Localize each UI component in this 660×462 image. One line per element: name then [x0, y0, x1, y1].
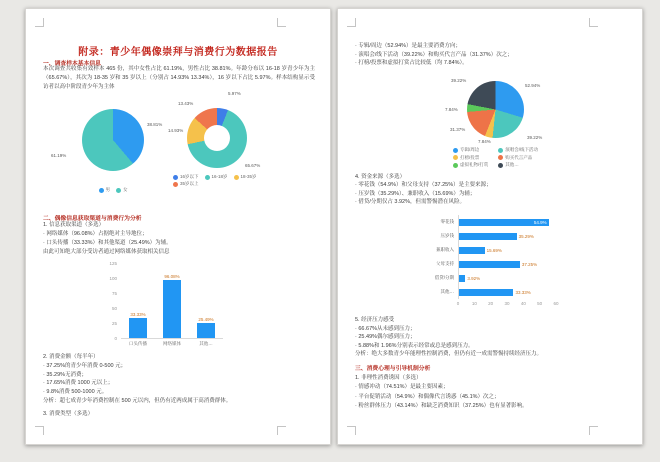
pie-value-label: 14.93% — [168, 128, 184, 133]
legend-label: 虚拟礼物/打赏 — [460, 162, 489, 167]
bar — [197, 323, 215, 338]
bar — [459, 261, 520, 268]
y-axis — [101, 260, 117, 341]
bar-value-label: 25.49% — [198, 316, 214, 322]
x-axis-category-label: 其他… — [199, 341, 213, 346]
legend-label: 16-18岁 — [211, 174, 228, 179]
x-axis-tick: 20 — [488, 301, 494, 306]
legend-item — [205, 174, 228, 180]
bar-value-label: 35.29% — [518, 233, 534, 239]
text-line: 5. 经济压力感受 — [355, 317, 395, 323]
legend-swatch-icon — [234, 175, 239, 180]
legend-label: 35岁以上 — [180, 181, 199, 186]
legend-label: 专辑/周边 — [460, 147, 480, 152]
hbar-track — [458, 215, 557, 229]
hbar-track — [458, 271, 557, 285]
pie-value-label: 31.37% — [450, 127, 466, 132]
margin-mark-icon — [589, 426, 598, 435]
text-line: · 演唱会/线下活动（39.22%）和购买代言产品（31.37%）次之； — [355, 51, 513, 58]
hbar-row — [418, 243, 578, 257]
text-line: · 66.67%从未感到压力； — [355, 325, 416, 332]
legend-swatch-icon — [498, 163, 503, 168]
section2-lines2 — [43, 353, 231, 406]
legend-swatch-icon — [498, 148, 503, 153]
section4-lines — [355, 173, 492, 206]
x-axis — [418, 299, 578, 309]
bar-plot-area — [121, 263, 223, 346]
y-axis-tick: 100 — [109, 275, 117, 281]
margin-mark-icon — [589, 18, 598, 27]
y-axis-tick: 25 — [111, 320, 117, 326]
text-line: · 粉丝群体压力（43.14%）和缺乏消费知识（37.25%）也有显著影响。 — [355, 402, 528, 409]
text-line: · 17.65%消费 1000 元以上； — [43, 380, 114, 387]
margin-mark-icon — [347, 18, 356, 27]
hbar-row — [418, 257, 578, 271]
bar — [163, 280, 181, 338]
text-line: 分析：绝大多数青少年能理性控制消费，但仍有近一成需警惕持续经济压力。 — [355, 351, 543, 358]
text-line: · 打榜/投票和虚拟打赏占比较低（均 7.84%）。 — [355, 60, 468, 67]
page-1 — [25, 8, 331, 445]
spending-pie-legend — [453, 147, 538, 168]
hbar-category-label: 借贷/分期 — [434, 275, 454, 280]
legend-item — [173, 174, 199, 180]
text-line: · 专辑/周边（52.94%）是最主要消费方向； — [355, 43, 462, 49]
x-axis-tick: 50 — [537, 301, 543, 306]
legend-item — [498, 155, 538, 161]
x-axis-tick: 60 — [553, 301, 559, 306]
hbar-track — [458, 285, 557, 299]
axis-spacer — [418, 299, 458, 309]
legend-label: 女 — [123, 187, 128, 192]
legend-swatch-icon — [453, 163, 458, 168]
legend-swatch-icon — [173, 182, 178, 187]
bar-column — [122, 263, 155, 346]
page2-top-bullets — [355, 42, 513, 68]
text-line: 分析：超七成青少年消费控制在 500 元以内，但仍有近两成属于高消费群体。 — [43, 397, 232, 404]
text-line: 2. 消费金额（每半年） — [43, 354, 99, 360]
hbar-row — [418, 271, 578, 285]
bar — [459, 289, 513, 296]
hbar-category-label: 零花钱 — [440, 219, 454, 224]
bar-value-label: 15.69% — [486, 247, 502, 253]
pie-value-label: 39.22% — [527, 135, 543, 140]
bar-value-label: 37.25% — [521, 261, 538, 267]
bar-value-label: 33.33% — [515, 289, 531, 295]
legend-label: 购买代言产品 — [505, 154, 533, 160]
hbar-category-label: 其他… — [440, 289, 454, 294]
pie-value-label: 7.84% — [478, 139, 491, 144]
legend-swatch-icon — [116, 188, 121, 193]
document-title: 附录：青少年偶像崇拜与消费行为数据报告 — [78, 47, 278, 58]
section3-lines — [355, 374, 528, 411]
age-donut-legend — [170, 174, 270, 188]
text-line: 由此可知绝大部分受访者通过网络媒体获取相关信息 — [43, 249, 170, 255]
pie-value-label: 38.81% — [147, 122, 163, 127]
margin-mark-icon — [277, 18, 286, 27]
y-axis-tick: 0 — [114, 335, 117, 341]
section2-line3 — [43, 410, 93, 419]
x-axis-category-label: 口头传播 — [129, 341, 147, 346]
legend-swatch-icon — [99, 188, 104, 193]
legend-label: 其他… — [505, 162, 519, 167]
x-axis-tick: 10 — [471, 301, 477, 306]
gender-pie-chart — [46, 107, 186, 202]
section2-lines — [43, 221, 172, 257]
margin-mark-icon — [347, 426, 356, 435]
text-line: · 37.25%的青少年消费 0-500 元； — [43, 362, 127, 369]
legend-item — [453, 162, 488, 168]
age-donut-chart — [166, 89, 328, 194]
legend-label: 18-35岁 — [240, 174, 257, 179]
hbar-category-label: 压岁钱 — [440, 233, 454, 238]
bar-column — [190, 263, 223, 346]
bar — [459, 219, 549, 226]
hbar-category-label: 父母支持 — [436, 261, 454, 266]
text-line: 3. 消费类型（多选） — [43, 411, 94, 417]
legend-swatch-icon — [205, 175, 210, 180]
y-axis-tick: 125 — [109, 260, 117, 266]
legend-item — [234, 174, 257, 180]
bar — [129, 318, 147, 338]
pie-value-label: 39.22% — [451, 78, 467, 83]
page-2 — [337, 8, 643, 445]
section1-paragraph: 本次调查共收集有效样本 465 份，其中女性占比 61.19%，男性占比 38.81%。年龄分布以 16-18 岁青少年为主（65.67%），其次为 18-35 岁和 35 岁以上（分别占 14.93% 13.34%），16 岁以下占比 5.97%。样本结构显示受访者以高中阶段青少年为主体 — [43, 66, 315, 90]
text-line: · 借贷/分期仅占 3.92%，但需警惕潜在风险。 — [355, 198, 466, 205]
spending-pie-chart — [433, 69, 585, 174]
legend-swatch-icon — [498, 155, 503, 160]
legend-item — [173, 181, 199, 187]
pie-value-label: 52.94% — [525, 83, 541, 88]
legend-label: 男 — [105, 187, 110, 192]
legend-item — [116, 187, 128, 193]
legend-item — [453, 147, 488, 153]
text-line: 1. 信息获取渠道（多选） — [43, 222, 105, 228]
pie-value-label: 65.67% — [245, 163, 261, 168]
legend-item — [453, 155, 488, 161]
legend-label: 演唱会/线下活动 — [505, 147, 538, 152]
x-axis-track — [456, 299, 559, 309]
hbar-track — [458, 257, 557, 271]
age-donut — [187, 108, 247, 168]
legend-label: 16岁以下 — [180, 174, 199, 179]
bar-value-label: 33.33% — [130, 312, 146, 318]
text-line: · 零花钱（54.9%）和父母支持（37.25%）是主要来源； — [355, 182, 492, 189]
y-axis-tick: 50 — [111, 305, 117, 311]
text-line: · 5.88%和 1.96%分别表示经常或总是感到压力。 — [355, 342, 474, 349]
section2-heading: 二、偶像信息获取渠道与消费行为分析 — [43, 216, 142, 222]
pie-value-label: 61.19% — [51, 153, 67, 158]
legend-swatch-icon — [173, 175, 178, 180]
bar — [459, 233, 517, 240]
text-line: · 平台促销活动（54.9%）和偶像代言诱惑（45.1%）次之； — [355, 393, 500, 400]
x-axis-tick: 0 — [456, 301, 460, 306]
legend-item — [99, 187, 111, 193]
bar-value-label: 54.9% — [533, 219, 547, 225]
legend-item — [498, 162, 538, 168]
text-line: 1. 非理性消费诱因（多选） — [355, 375, 422, 381]
y-axis-tick: 75 — [111, 290, 117, 296]
hbar-track — [458, 243, 557, 257]
section5-lines — [355, 316, 542, 359]
margin-mark-icon — [35, 18, 44, 27]
legend-swatch-icon — [453, 148, 458, 153]
pie-value-label: 13.43% — [178, 101, 194, 106]
funding-hbar-chart — [418, 215, 578, 315]
gender-pie-legend — [46, 187, 180, 194]
gender-pie — [82, 109, 144, 171]
bar — [459, 275, 465, 282]
hbar-row — [418, 215, 578, 229]
bar-column — [156, 263, 189, 346]
text-line: · 25.49%偶尔感到压力； — [355, 334, 416, 341]
info-channel-bar-chart — [101, 259, 271, 354]
section1-heading: 一、调查样本基本信息 — [43, 61, 101, 67]
text-line: · 情感冲动（74.51%）是最主要因素； — [355, 384, 449, 391]
x-axis-tick: 40 — [520, 301, 526, 306]
legend-item — [498, 147, 538, 153]
hbar-row — [418, 229, 578, 243]
hbar-row — [418, 285, 578, 299]
text-line: · 压岁钱（35.29%）、兼职收入（15.69%）为辅； — [355, 190, 476, 197]
text-line: 4. 资金来源（多选） — [355, 174, 406, 180]
x-axis-tick: 30 — [504, 301, 510, 306]
x-axis-category-label: 网络媒体 — [163, 341, 181, 346]
spending-pie — [467, 81, 524, 138]
margin-mark-icon — [277, 426, 286, 435]
margin-mark-icon — [35, 426, 44, 435]
hbar-track — [458, 229, 557, 243]
pie-value-label: 5.97% — [228, 91, 241, 96]
legend-label: 打榜/投票 — [460, 154, 480, 160]
bar — [459, 247, 485, 254]
text-line: · 35.29%无消费； — [43, 371, 88, 378]
section3-heading: 三、消费心理与引导机制分析 — [355, 366, 431, 372]
text-line: · 9.8%消费 500-1000 元。 — [43, 389, 108, 396]
hbar-category-label: 兼职收入 — [436, 247, 454, 252]
bar-value-label: 3.92% — [467, 275, 481, 281]
bar-value-label: 96.08% — [164, 274, 180, 280]
legend-swatch-icon — [453, 155, 458, 160]
text-line: · 网络媒体（96.08%）占据绝对主导地位； — [43, 231, 148, 237]
text-line: · 口头传播（33.33%）和其他渠道（25.49%）为辅。 — [43, 240, 172, 246]
pie-value-label: 7.84% — [445, 107, 458, 112]
